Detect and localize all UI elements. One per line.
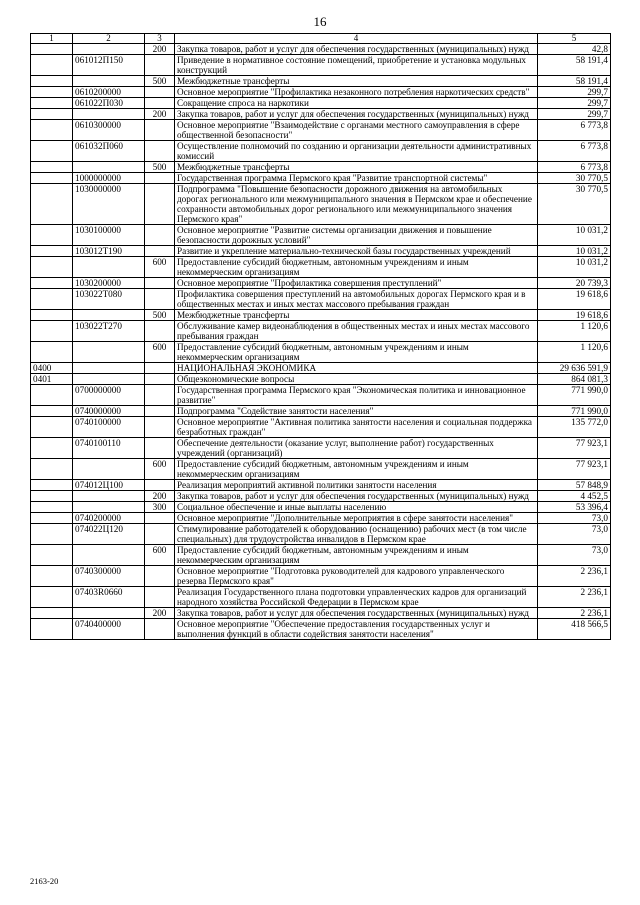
- section-code-cell: [31, 417, 73, 438]
- amount-cell: 2 236,1: [538, 587, 611, 608]
- section-code-cell: [31, 76, 73, 87]
- table-row: [31, 566, 611, 587]
- section-code-cell: [31, 321, 73, 342]
- target-article-cell: [73, 608, 145, 619]
- expense-type-cell: [145, 173, 175, 184]
- description-cell: Закупка товаров, работ и услуг для обеспечения государственных (муниципальных) нужд: [175, 608, 538, 619]
- section-code-cell: [31, 480, 73, 491]
- table-row: [31, 246, 611, 257]
- description-cell: Основное мероприятие "Профилактика совершения преступлений": [175, 278, 538, 289]
- target-article-cell: [73, 76, 145, 87]
- target-article-cell: [73, 545, 145, 566]
- description-cell: Реализация мероприятий активной политики занятости населения: [175, 480, 538, 491]
- amount-cell: 299,7: [538, 109, 611, 120]
- description-cell: Предоставление субсидий бюджетным, автономным учреждениям и иным некоммерческим организациям: [175, 342, 538, 363]
- expense-type-cell: [145, 566, 175, 587]
- section-code-cell: [31, 44, 73, 55]
- target-article-cell: 0740400000: [73, 619, 145, 640]
- expense-type-cell: [145, 480, 175, 491]
- table-row: [31, 141, 611, 162]
- table-row: [31, 225, 611, 246]
- expense-type-cell: [145, 417, 175, 438]
- amount-cell: 73,0: [538, 513, 611, 524]
- expense-type-cell: [145, 619, 175, 640]
- description-cell: Предоставление субсидий бюджетным, автономным учреждениям и иным некоммерческим организациям: [175, 545, 538, 566]
- section-code-cell: [31, 141, 73, 162]
- section-code-cell: [31, 162, 73, 173]
- amount-cell: 2 236,1: [538, 608, 611, 619]
- expense-type-cell: [145, 87, 175, 98]
- description-cell: Предоставление субсидий бюджетным, автономным учреждениям и иным некоммерческим организациям: [175, 459, 538, 480]
- target-article-cell: 1030200000: [73, 278, 145, 289]
- table-row: [31, 406, 611, 417]
- table-row: [31, 87, 611, 98]
- amount-cell: 73,0: [538, 524, 611, 545]
- description-cell: Межбюджетные трансферты: [175, 76, 538, 87]
- description-cell: Стимулирование работодателей к оборудованию (оснащению) рабочих мест (в том числе специальных) для трудоустройства инвалидов в Пермском крае: [175, 524, 538, 545]
- description-cell: Развитие и укрепление материально-технической базы государственных учреждений: [175, 246, 538, 257]
- description-cell: Основное мероприятие "Профилактика незаконного потребления наркотических средств": [175, 87, 538, 98]
- description-cell: Обеспечение деятельности (оказание услуг, выполнение работ) государственных учреждений (организаций): [175, 438, 538, 459]
- description-cell: Основное мероприятие "Взаимодействие с органами местного самоуправления в сфере общественной безопасности": [175, 120, 538, 141]
- section-code-cell: [31, 438, 73, 459]
- description-cell: Сокращение спроса на наркотики: [175, 98, 538, 109]
- description-cell: Общеэкономические вопросы: [175, 374, 538, 385]
- target-article-cell: [73, 109, 145, 120]
- target-article-cell: 07403R0660: [73, 587, 145, 608]
- expense-type-cell: 200: [145, 44, 175, 55]
- target-article-cell: [73, 44, 145, 55]
- description-cell: Межбюджетные трансферты: [175, 162, 538, 173]
- amount-cell: 771 990,0: [538, 385, 611, 406]
- amount-cell: 77 923,1: [538, 438, 611, 459]
- section-code-cell: [31, 524, 73, 545]
- description-cell: Приведение в нормативное состояние помещений, приобретение и установка модульных конструкций: [175, 55, 538, 76]
- section-code-cell: [31, 587, 73, 608]
- table-row: [31, 524, 611, 545]
- table-row: [31, 109, 611, 120]
- target-article-cell: [73, 162, 145, 173]
- section-code-cell: [31, 246, 73, 257]
- target-article-cell: 103012Т190: [73, 246, 145, 257]
- amount-cell: 418 566,5: [538, 619, 611, 640]
- expense-type-cell: [145, 278, 175, 289]
- section-code-cell: [31, 608, 73, 619]
- target-article-cell: 103022Т270: [73, 321, 145, 342]
- table-row: [31, 385, 611, 406]
- description-cell: НАЦИОНАЛЬНАЯ ЭКОНОМИКА: [175, 363, 538, 374]
- expense-type-cell: 500: [145, 162, 175, 173]
- description-cell: Профилактика совершения преступлений на автомобильных дорогах Пермского края и в общественных местах и иных местах массового пребывания граждан: [175, 289, 538, 310]
- section-code-cell: [31, 87, 73, 98]
- table-row: [31, 374, 611, 385]
- amount-cell: 20 739,3: [538, 278, 611, 289]
- table-row: [31, 98, 611, 109]
- amount-cell: 30 770,5: [538, 184, 611, 225]
- expense-type-cell: [145, 55, 175, 76]
- expense-type-cell: [145, 321, 175, 342]
- expense-type-cell: 200: [145, 608, 175, 619]
- target-article-cell: 061032П060: [73, 141, 145, 162]
- amount-cell: 77 923,1: [538, 459, 611, 480]
- amount-cell: 6 773,8: [538, 120, 611, 141]
- target-article-cell: 061012П150: [73, 55, 145, 76]
- description-cell: Государственная программа Пермского края "Экономическая политика и инновационное развитие": [175, 385, 538, 406]
- amount-cell: 30 770,5: [538, 173, 611, 184]
- table-header: [31, 34, 611, 44]
- expense-type-cell: [145, 120, 175, 141]
- target-article-cell: 1030000000: [73, 184, 145, 225]
- table-row: [31, 55, 611, 76]
- description-cell: Обслуживание камер видеонаблюдения в общественных местах и иных местах массового пребывания граждан: [175, 321, 538, 342]
- target-article-cell: 0740100000: [73, 417, 145, 438]
- description-cell: Государственная программа Пермского края "Развитие транспортной системы": [175, 173, 538, 184]
- expense-type-cell: 200: [145, 109, 175, 120]
- amount-cell: 19 618,6: [538, 310, 611, 321]
- target-article-cell: 074022Ц120: [73, 524, 145, 545]
- table-row: [31, 257, 611, 278]
- table-row: [31, 459, 611, 480]
- section-code-cell: [31, 55, 73, 76]
- page-number: 16: [313, 14, 327, 29]
- expense-type-cell: 200: [145, 491, 175, 502]
- expense-type-cell: [145, 513, 175, 524]
- target-article-cell: [73, 363, 145, 374]
- section-code-cell: [31, 257, 73, 278]
- target-article-cell: 1030100000: [73, 225, 145, 246]
- amount-cell: 1 120,6: [538, 342, 611, 363]
- expense-type-cell: [145, 98, 175, 109]
- amount-cell: 57 848,9: [538, 480, 611, 491]
- target-article-cell: [73, 502, 145, 513]
- amount-cell: 58 191,4: [538, 55, 611, 76]
- table-row: [31, 502, 611, 513]
- column-header: 2: [73, 34, 145, 44]
- amount-cell: 58 191,4: [538, 76, 611, 87]
- description-cell: Предоставление субсидий бюджетным, автономным учреждениям и иным некоммерческим организациям: [175, 257, 538, 278]
- target-article-cell: 103022Т080: [73, 289, 145, 310]
- table-row: [31, 480, 611, 491]
- table-row: [31, 619, 611, 640]
- target-article-cell: [73, 257, 145, 278]
- expense-type-cell: [145, 225, 175, 246]
- section-code-cell: [31, 502, 73, 513]
- target-article-cell: 0700000000: [73, 385, 145, 406]
- expense-type-cell: [145, 406, 175, 417]
- table-row: [31, 289, 611, 310]
- table-row: [31, 438, 611, 459]
- target-article-cell: 0740000000: [73, 406, 145, 417]
- amount-cell: 6 773,8: [538, 162, 611, 173]
- section-code-cell: [31, 342, 73, 363]
- table-row: [31, 173, 611, 184]
- table-row: [31, 120, 611, 141]
- expense-type-cell: 500: [145, 310, 175, 321]
- expense-type-cell: [145, 363, 175, 374]
- column-header: 5: [538, 34, 611, 44]
- section-code-cell: [31, 98, 73, 109]
- amount-cell: 29 636 591,9: [538, 363, 611, 374]
- expense-type-cell: [145, 524, 175, 545]
- target-article-cell: [73, 310, 145, 321]
- section-code-cell: [31, 566, 73, 587]
- description-cell: Основное мероприятие "Активная политика занятости населения и социальная поддержка безработных граждан": [175, 417, 538, 438]
- amount-cell: 1 120,6: [538, 321, 611, 342]
- column-header: 1: [31, 34, 73, 44]
- target-article-cell: 0610200000: [73, 87, 145, 98]
- table-row: [31, 76, 611, 87]
- description-cell: Основное мероприятие "Подготовка руководителей для кадрового управленческого резерва Пермского края": [175, 566, 538, 587]
- amount-cell: 299,7: [538, 87, 611, 98]
- expense-type-cell: 300: [145, 502, 175, 513]
- description-cell: Закупка товаров, работ и услуг для обеспечения государственных (муниципальных) нужд: [175, 491, 538, 502]
- table-row: [31, 363, 611, 374]
- description-cell: Закупка товаров, работ и услуг для обеспечения государственных (муниципальных) нужд: [175, 44, 538, 55]
- target-article-cell: 074012Ц100: [73, 480, 145, 491]
- table-row: [31, 587, 611, 608]
- section-code-cell: [31, 545, 73, 566]
- expense-type-cell: 600: [145, 257, 175, 278]
- table-row: [31, 491, 611, 502]
- target-article-cell: 1000000000: [73, 173, 145, 184]
- amount-cell: 53 396,4: [538, 502, 611, 513]
- table-row: [31, 545, 611, 566]
- section-code-cell: [31, 491, 73, 502]
- amount-cell: 135 772,0: [538, 417, 611, 438]
- section-code-cell: [31, 310, 73, 321]
- expense-type-cell: [145, 385, 175, 406]
- target-article-cell: 0740200000: [73, 513, 145, 524]
- description-cell: Межбюджетные трансферты: [175, 310, 538, 321]
- section-code-cell: [31, 109, 73, 120]
- amount-cell: 771 990,0: [538, 406, 611, 417]
- amount-cell: 73,0: [538, 545, 611, 566]
- target-article-cell: [73, 491, 145, 502]
- section-code-cell: [31, 619, 73, 640]
- target-article-cell: [73, 342, 145, 363]
- description-cell: Закупка товаров, работ и услуг для обеспечения государственных (муниципальных) нужд: [175, 109, 538, 120]
- section-code-cell: [31, 385, 73, 406]
- section-code-cell: 0400: [31, 363, 73, 374]
- amount-cell: 6 773,8: [538, 141, 611, 162]
- amount-cell: 10 031,2: [538, 257, 611, 278]
- footer-code: 2163-20: [30, 876, 59, 886]
- description-cell: Основное мероприятие "Обеспечение предоставления государственных услуг и выполнения функций в области содействия занятости населения": [175, 619, 538, 640]
- table-row: [31, 321, 611, 342]
- expense-type-cell: 600: [145, 342, 175, 363]
- section-code-cell: [31, 459, 73, 480]
- expense-type-cell: [145, 374, 175, 385]
- table-row: [31, 310, 611, 321]
- expense-type-cell: 500: [145, 76, 175, 87]
- budget-table: [30, 33, 611, 640]
- amount-cell: 10 031,2: [538, 225, 611, 246]
- table-row: [31, 342, 611, 363]
- description-cell: Основное мероприятие "Развитие системы организации движения и повышение безопасности дорожных условий": [175, 225, 538, 246]
- column-header: 3: [145, 34, 175, 44]
- expense-type-cell: [145, 246, 175, 257]
- section-code-cell: [31, 173, 73, 184]
- target-article-cell: 0610300000: [73, 120, 145, 141]
- description-cell: Социальное обеспечение и иные выплаты населению: [175, 502, 538, 513]
- amount-cell: 10 031,2: [538, 246, 611, 257]
- section-code-cell: [31, 120, 73, 141]
- amount-cell: 299,7: [538, 98, 611, 109]
- section-code-cell: [31, 225, 73, 246]
- expense-type-cell: 600: [145, 459, 175, 480]
- amount-cell: 19 618,6: [538, 289, 611, 310]
- description-cell: Подпрограмма "Содействие занятости населения": [175, 406, 538, 417]
- table-row: [31, 162, 611, 173]
- section-code-cell: [31, 289, 73, 310]
- amount-cell: 4 452,5: [538, 491, 611, 502]
- table-row: [31, 608, 611, 619]
- expense-type-cell: [145, 438, 175, 459]
- column-header: 4: [175, 34, 538, 44]
- description-cell: Основное мероприятие "Дополнительные мероприятия в сфере занятости населения": [175, 513, 538, 524]
- table-body: [31, 44, 611, 640]
- description-cell: Реализация Государственного плана подготовки управленческих кадров для организаций народного хозяйства Российской Федерации в Пермском крае: [175, 587, 538, 608]
- expense-type-cell: [145, 141, 175, 162]
- amount-cell: 864 081,3: [538, 374, 611, 385]
- section-code-cell: [31, 278, 73, 289]
- amount-cell: 42,8: [538, 44, 611, 55]
- target-article-cell: 0740100110: [73, 438, 145, 459]
- table-row: [31, 184, 611, 225]
- description-cell: Осуществление полномочий по созданию и организации деятельности административных комиссий: [175, 141, 538, 162]
- target-article-cell: 0740300000: [73, 566, 145, 587]
- section-code-cell: [31, 184, 73, 225]
- table-row: [31, 278, 611, 289]
- table-row: [31, 417, 611, 438]
- expense-type-cell: [145, 587, 175, 608]
- target-article-cell: [73, 374, 145, 385]
- table-row: [31, 44, 611, 55]
- section-code-cell: 0401: [31, 374, 73, 385]
- expense-type-cell: [145, 184, 175, 225]
- target-article-cell: 061022П030: [73, 98, 145, 109]
- section-code-cell: [31, 513, 73, 524]
- expense-type-cell: 600: [145, 545, 175, 566]
- table-row: [31, 513, 611, 524]
- expense-type-cell: [145, 289, 175, 310]
- description-cell: Подпрограмма "Повышение безопасности дорожного движения на автомобильных дорогах регионального или межмуниципального значения в Пермском крае и обеспечение сохранности автомобильных дорог регионального или межмуниципального значения Пермского края": [175, 184, 538, 225]
- amount-cell: 2 236,1: [538, 566, 611, 587]
- target-article-cell: [73, 459, 145, 480]
- section-code-cell: [31, 406, 73, 417]
